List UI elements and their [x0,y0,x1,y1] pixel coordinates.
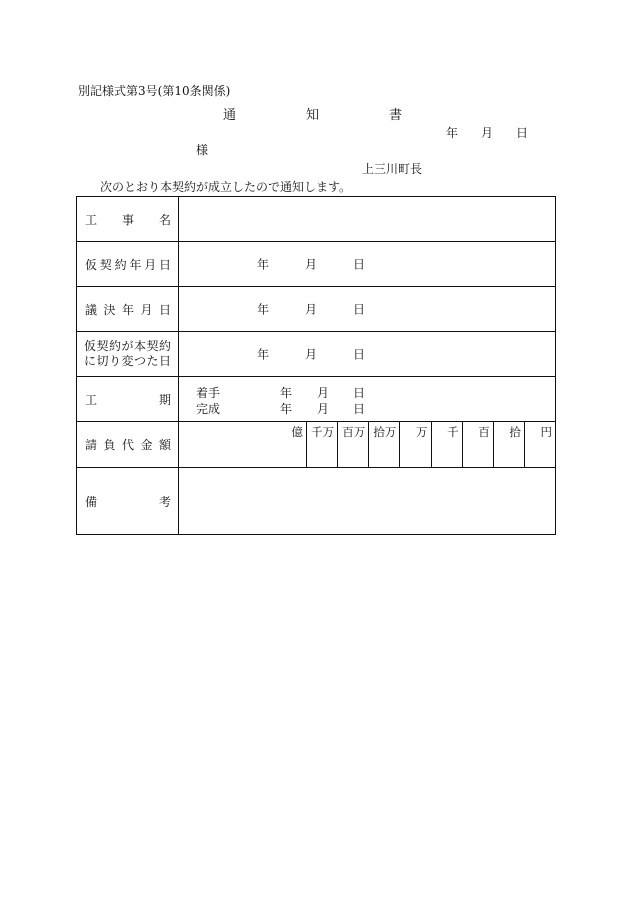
row-conversion-date [77,332,556,377]
value-provisional-date[interactable] [179,242,556,287]
row-remarks [77,468,556,535]
notice-table [76,196,556,535]
label-char: 工 [85,392,98,407]
day-unit: 日 [353,347,366,362]
label-char: 事 [121,212,134,227]
label-resolution-date [77,287,179,332]
period-start [196,384,396,398]
label-char: 日 [158,302,171,317]
label-line-2: に切り変つた日 [84,354,172,368]
amount-digit-grid [179,422,555,467]
start-label: 着手 [196,386,221,400]
label-char: 額 [158,438,171,452]
label-period [77,377,179,422]
label-char: 月 [144,257,157,272]
row-project-name [77,197,556,242]
month-unit: 月 [305,347,318,362]
year-unit: 年 [257,347,270,362]
unit-sen[interactable]: 千 [431,422,462,467]
issuer-name: 上三川町長 [362,162,423,176]
unit-juman[interactable]: 拾万 [368,422,399,467]
row-provisional-date [77,242,556,287]
unit-en[interactable]: 円 [524,422,555,467]
row-contract-amount [77,422,556,468]
issue-day: 日 [516,126,529,140]
year-unit: 年 [257,257,270,272]
value-resolution-date[interactable] [179,287,556,332]
label-project-name [77,197,179,242]
label-remarks [77,468,179,535]
title-char-1: 通 [223,108,237,123]
month-unit: 月 [317,386,330,400]
label-char: 金 [140,438,153,452]
label-char: 決 [103,302,116,317]
issue-month: 月 [481,126,494,140]
label-char: 議 [85,302,98,317]
label-line-1: 仮契約が本契約 [84,339,172,353]
unit-ju[interactable]: 拾 [493,422,524,467]
month-unit: 月 [305,257,318,272]
day-unit: 日 [353,302,366,317]
unit-oku[interactable]: 億 [291,425,303,439]
label-char: 名 [158,212,171,227]
row-resolution-date [77,287,556,332]
unit-senman[interactable]: 千万 [306,422,337,467]
value-project-name[interactable] [179,197,556,242]
label-char: 年 [121,302,134,317]
day-unit: 日 [353,257,366,272]
month-unit: 月 [305,302,318,317]
month-unit: 月 [317,402,330,416]
label-char: 月 [140,302,153,317]
label-char: 負 [103,438,116,452]
title-char-3: 書 [389,108,403,123]
value-period[interactable] [179,377,556,422]
value-remarks[interactable] [179,468,556,535]
addressee-suffix: 様 [196,143,209,157]
day-unit: 日 [353,386,366,400]
year-unit: 年 [280,402,293,416]
issue-year: 年 [446,126,459,140]
label-char: 日 [158,257,171,272]
row-period [77,377,556,422]
label-provisional-date [77,242,179,287]
label-char: 期 [158,392,171,407]
label-char: 契 [99,257,112,272]
end-label: 完成 [196,402,221,416]
title-char-2: 知 [306,108,320,123]
label-char: 仮 [85,257,98,272]
label-char: 請 [85,438,98,452]
value-contract-amount[interactable] [179,422,556,468]
form-reference: 別記様式第3号(第10条関係) [78,84,231,98]
label-char: 工 [85,212,98,227]
day-unit: 日 [353,402,366,416]
period-end [196,400,396,414]
unit-hyakuman[interactable]: 百万 [337,422,368,467]
year-unit: 年 [280,386,293,400]
label-char: 備 [85,494,98,509]
unit-hyaku[interactable]: 百 [462,422,493,467]
label-char: 代 [121,438,134,452]
label-char: 約 [114,257,127,272]
unit-man[interactable]: 万 [399,422,430,467]
value-conversion-date[interactable] [179,332,556,377]
label-char: 考 [158,494,171,509]
label-conversion-date [77,332,179,377]
label-char: 年 [129,257,142,272]
year-unit: 年 [257,302,270,317]
intro-text: 次のとおり本契約が成立したので通知します。 [100,180,352,194]
label-contract-amount [77,422,179,468]
